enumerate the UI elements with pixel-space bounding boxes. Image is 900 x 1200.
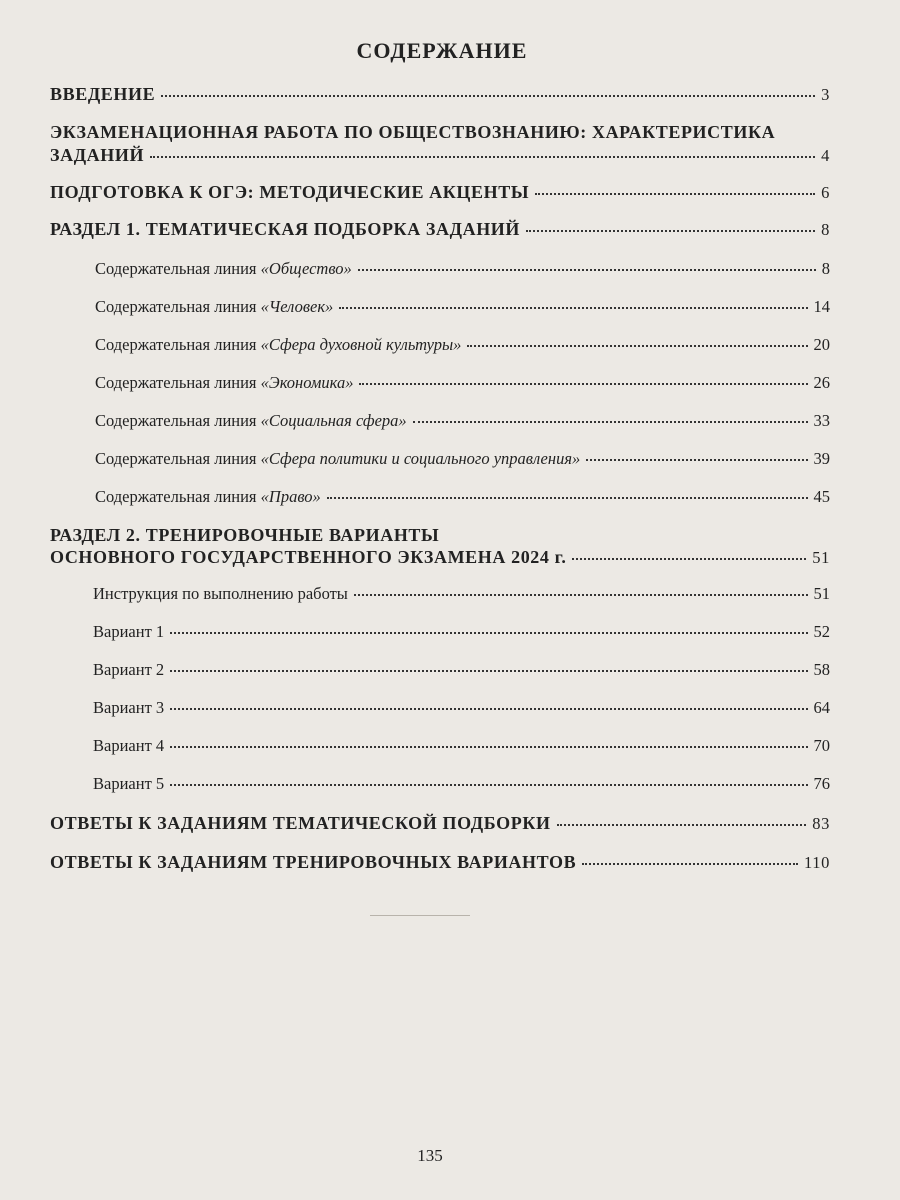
toc-entry-variant-4[interactable] <box>93 736 830 756</box>
toc-page-number: 70 <box>813 736 830 755</box>
toc-entry-section1[interactable] <box>50 219 830 240</box>
toc-topic: «Человек» <box>260 297 334 316</box>
toc-entry-label: Вариант 2 <box>93 660 165 679</box>
toc-entry-label: Вариант 4 <box>93 736 165 755</box>
toc-page-number: 51 <box>813 584 830 603</box>
toc-page-number: 4 <box>821 146 830 165</box>
toc-page-number: 76 <box>813 774 830 793</box>
toc-leader-dots <box>170 670 807 672</box>
toc-page-number: 45 <box>813 487 830 506</box>
toc-entry-exam[interactable] <box>50 145 830 166</box>
toc-entry-variant-1[interactable] <box>93 622 830 642</box>
toc-leader-dots <box>526 230 815 232</box>
toc-entry-line-2[interactable] <box>95 335 830 355</box>
toc-entry-line-3[interactable] <box>95 373 830 393</box>
toc-topic: «Общество» <box>260 259 352 278</box>
toc-page-number: 51 <box>812 548 830 567</box>
page-number: 135 <box>417 1146 443 1165</box>
toc-page-number: 14 <box>813 297 830 316</box>
toc-leader-dots <box>161 95 815 97</box>
toc-leader-dots <box>170 708 807 710</box>
toc-leader-dots <box>170 784 807 786</box>
toc-page-number: 8 <box>821 259 830 278</box>
toc-entry-label: Содержательная линия «Человек» <box>95 297 334 316</box>
toc-entry-label: ОТВЕТЫ К ЗАДАНИЯМ ТЕМАТИЧЕСКОЙ ПОДБОРКИ <box>50 813 551 833</box>
toc-entry-line-6[interactable] <box>95 487 830 507</box>
toc-page-number: 8 <box>821 220 830 239</box>
toc-entry-label: ОТВЕТЫ К ЗАДАНИЯМ ТРЕНИРОВОЧНЫХ ВАРИАНТОВ <box>50 852 577 872</box>
toc-entry-variant-2[interactable] <box>93 660 830 680</box>
toc-leader-dots <box>572 558 806 560</box>
toc-page-number: 26 <box>813 373 830 392</box>
toc-topic: «Социальная сфера» <box>260 411 407 430</box>
toc-page-number: 3 <box>821 85 830 104</box>
toc-topic: «Сфера политики и социального управления» <box>260 449 581 468</box>
toc-entry-label: Инструкция по выполнению работы <box>93 584 348 603</box>
toc-topic: «Сфера духовной культуры» <box>260 335 462 354</box>
toc-entry-answers-variants[interactable] <box>50 852 830 873</box>
toc-entry-label: Вариант 1 <box>93 622 165 641</box>
toc-entry-prep[interactable] <box>50 182 830 203</box>
toc-entry-intro[interactable] <box>50 84 830 105</box>
toc-page-number: 6 <box>821 183 830 202</box>
toc-entry-label: РАЗДЕЛ 1. ТЕМАТИЧЕСКАЯ ПОДБОРКА ЗАДАНИЙ <box>50 219 520 239</box>
toc-leader-dots <box>170 746 807 748</box>
page-title: СОДЕРЖАНИЕ <box>356 38 528 63</box>
toc-leader-dots <box>582 863 798 865</box>
toc-entry-label: ВВЕДЕНИЕ <box>50 84 156 104</box>
toc-entry-line-4[interactable] <box>95 411 830 431</box>
toc-page-number: 83 <box>812 814 830 833</box>
toc-page-number: 58 <box>813 660 830 679</box>
toc-entry-label: Вариант 5 <box>93 774 165 793</box>
toc-page-number: 39 <box>813 449 830 468</box>
toc-entry-line-5[interactable] <box>95 449 830 469</box>
toc-entry-label: Содержательная линия «Общество» <box>95 259 352 278</box>
toc-entry-label: Содержательная линия «Экономика» <box>95 373 354 392</box>
toc-entry-section2-line1: РАЗДЕЛ 2. ТРЕНИРОВОЧНЫЕ ВАРИАНТЫ <box>50 525 440 545</box>
toc-entry-label: Содержательная линия «Социальная сфера» <box>95 411 407 430</box>
toc-entry-label: ПОДГОТОВКА К ОГЭ: МЕТОДИЧЕСКИЕ АКЦЕНТЫ <box>50 182 530 202</box>
divider <box>370 915 470 916</box>
toc-leader-dots <box>339 307 807 309</box>
toc-entry-label: ЗАДАНИЙ <box>50 145 145 165</box>
toc-leader-dots <box>413 421 808 423</box>
toc-entry-variant-5[interactable] <box>93 774 830 794</box>
toc-entry-label: Вариант 3 <box>93 698 165 717</box>
toc-leader-dots <box>359 383 807 385</box>
toc-entry-section2[interactable] <box>50 547 830 568</box>
toc-topic: «Экономика» <box>260 373 354 392</box>
toc-entry-exam-line1: ЭКЗАМЕНАЦИОННАЯ РАБОТА ПО ОБЩЕСТВОЗНАНИЮ: ХАРАКТЕРИСТИКА <box>50 122 776 142</box>
toc-page-number: 33 <box>813 411 830 430</box>
toc-page-number: 64 <box>813 698 830 717</box>
toc-entry-line-0[interactable] <box>95 259 830 279</box>
toc-entry-instruction[interactable] <box>93 584 830 604</box>
toc-entry-line-1[interactable] <box>95 297 830 317</box>
toc-entry-answers-thematic[interactable] <box>50 813 830 834</box>
toc-leader-dots <box>358 269 816 271</box>
toc-topic: «Право» <box>260 487 321 506</box>
toc-page-number: 110 <box>804 853 830 872</box>
toc-entry-label: Содержательная линия «Сфера духовной культуры» <box>95 335 462 354</box>
toc-entry-label: Содержательная линия «Право» <box>95 487 321 506</box>
toc-leader-dots <box>354 594 808 596</box>
toc-page-number: 52 <box>813 622 830 641</box>
toc-page-number: 20 <box>813 335 830 354</box>
toc-entry-label: ОСНОВНОГО ГОСУДАРСТВЕННОГО ЭКЗАМЕНА 2024 г. <box>50 547 567 567</box>
toc-leader-dots <box>467 345 807 347</box>
toc-leader-dots <box>150 156 815 158</box>
toc-leader-dots <box>535 193 815 195</box>
toc-leader-dots <box>586 459 807 461</box>
toc-entry-label: Содержательная линия «Сфера политики и социального управления» <box>95 449 581 468</box>
toc-leader-dots <box>557 824 807 826</box>
toc-leader-dots <box>327 497 808 499</box>
toc-entry-variant-3[interactable] <box>93 698 830 718</box>
toc-leader-dots <box>170 632 807 634</box>
